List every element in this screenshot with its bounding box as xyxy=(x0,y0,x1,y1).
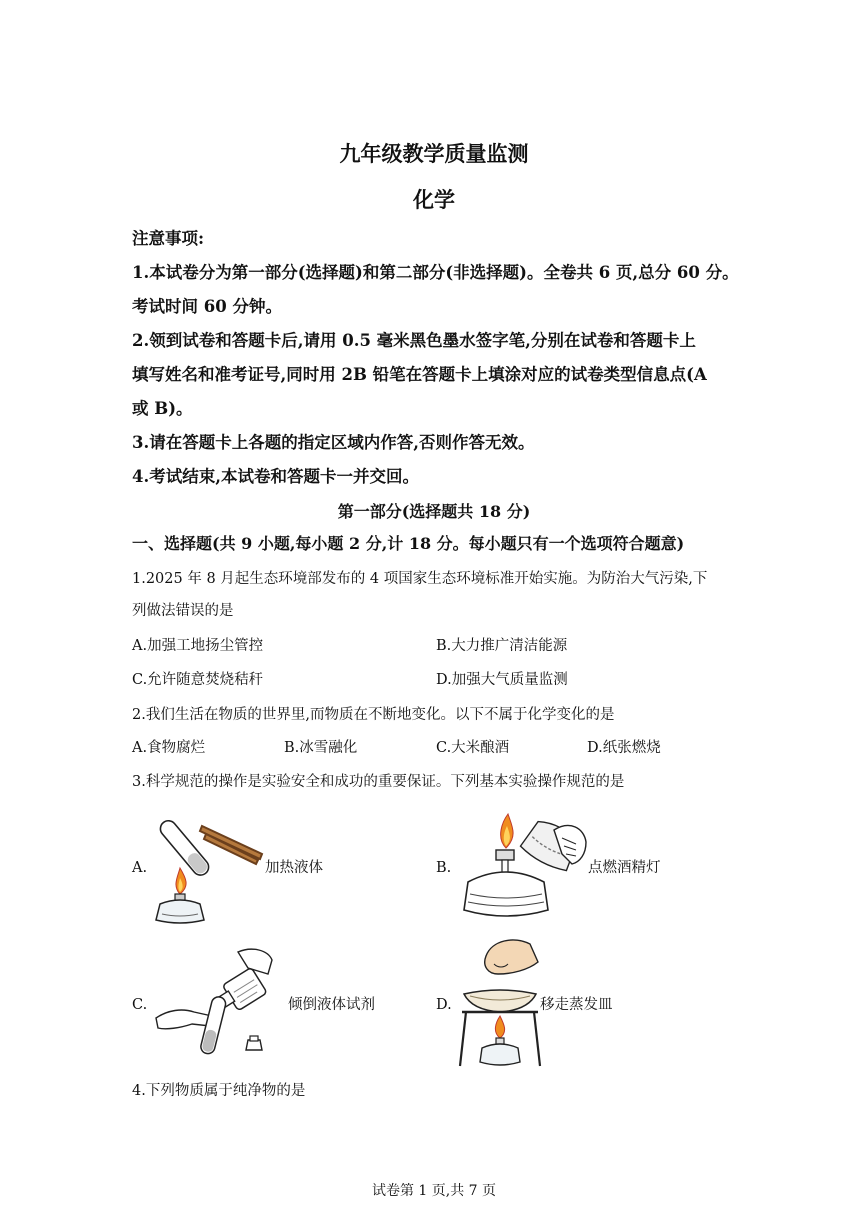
q2-stem: 2.我们生活在物质的世界里,而物质在不断地变化。以下不属于化学变化的是 xyxy=(132,707,615,723)
notice-line: 填写姓名和准考证号,同时用 2B 铅笔在答题卡上填涂对应的试卷类型信息点(A xyxy=(132,365,707,384)
q3-option-a-letter: A. xyxy=(132,860,148,876)
evaporating-dish-figure xyxy=(458,934,540,1070)
q3-option-c-letter: C. xyxy=(132,997,148,1013)
exam-title: 九年级教学质量监测 xyxy=(339,141,529,166)
q1-option-d: D.加强大气质量监测 xyxy=(436,672,568,688)
notice-heading: 注意事项: xyxy=(132,229,205,248)
notice-line: 3.请在答题卡上各题的指定区域内作答,否则作答无效。 xyxy=(132,433,535,452)
q3-option-b-caption: 点燃酒精灯 xyxy=(588,860,661,876)
q3-option-d-caption: 移走蒸发皿 xyxy=(540,997,613,1013)
q2-option-a: A.食物腐烂 xyxy=(132,740,206,756)
q3-option-a-caption: 加热液体 xyxy=(265,860,323,876)
q1-option-b: B.大力推广清洁能源 xyxy=(436,638,568,654)
notice-line: 或 B)。 xyxy=(132,399,193,418)
q1-option-c: C.允许随意焚烧秸秆 xyxy=(132,672,264,688)
notice-line: 考试时间 60 分钟。 xyxy=(132,297,282,316)
notice-line: 2.领到试卷和答题卡后,请用 0.5 毫米黑色墨水签字笔,分别在试卷和答题卡上 xyxy=(132,331,696,350)
subject-title: 化学 xyxy=(413,187,455,212)
notice-line: 4.考试结束,本试卷和答题卡一并交回。 xyxy=(132,467,419,486)
q4-stem: 4.下列物质属于纯净物的是 xyxy=(132,1083,306,1099)
q2-option-b: B.冰雪融化 xyxy=(284,740,358,756)
lighting-lamp-figure xyxy=(458,810,590,924)
pouring-liquid-figure xyxy=(152,946,284,1064)
page-footer: 试卷第 1 页,共 7 页 xyxy=(371,1183,497,1199)
q3-option-d-letter: D. xyxy=(436,997,452,1013)
q3-stem: 3.科学规范的操作是实验安全和成功的重要保证。下列基本实验操作规范的是 xyxy=(132,774,625,790)
q2-option-c: C.大米酿酒 xyxy=(436,740,510,756)
q1-stem-line2: 列做法错误的是 xyxy=(132,603,234,619)
q1-option-a: A.加强工地扬尘管控 xyxy=(132,638,264,654)
q2-option-d: D.纸张燃烧 xyxy=(587,740,661,756)
heating-liquid-figure xyxy=(150,808,266,926)
notice-line: 1.本试卷分为第一部分(选择题)和第二部分(非选择题)。全卷共 6 页,总分 60 分。 xyxy=(132,263,739,282)
q1-stem-line1: 1.2025 年 8 月起生态环境部发布的 4 项国家生态环境标准开始实施。为防治大气污染,下 xyxy=(132,571,708,587)
q3-option-c-caption: 倾倒液体试剂 xyxy=(288,997,375,1013)
part1-title: 第一部分(选择题共 18 分) xyxy=(337,502,531,521)
section-heading: 一、选择题(共 9 小题,每小题 2 分,计 18 分。每小题只有一个选项符合题意) xyxy=(132,534,685,553)
q3-option-b-letter: B. xyxy=(436,860,452,876)
